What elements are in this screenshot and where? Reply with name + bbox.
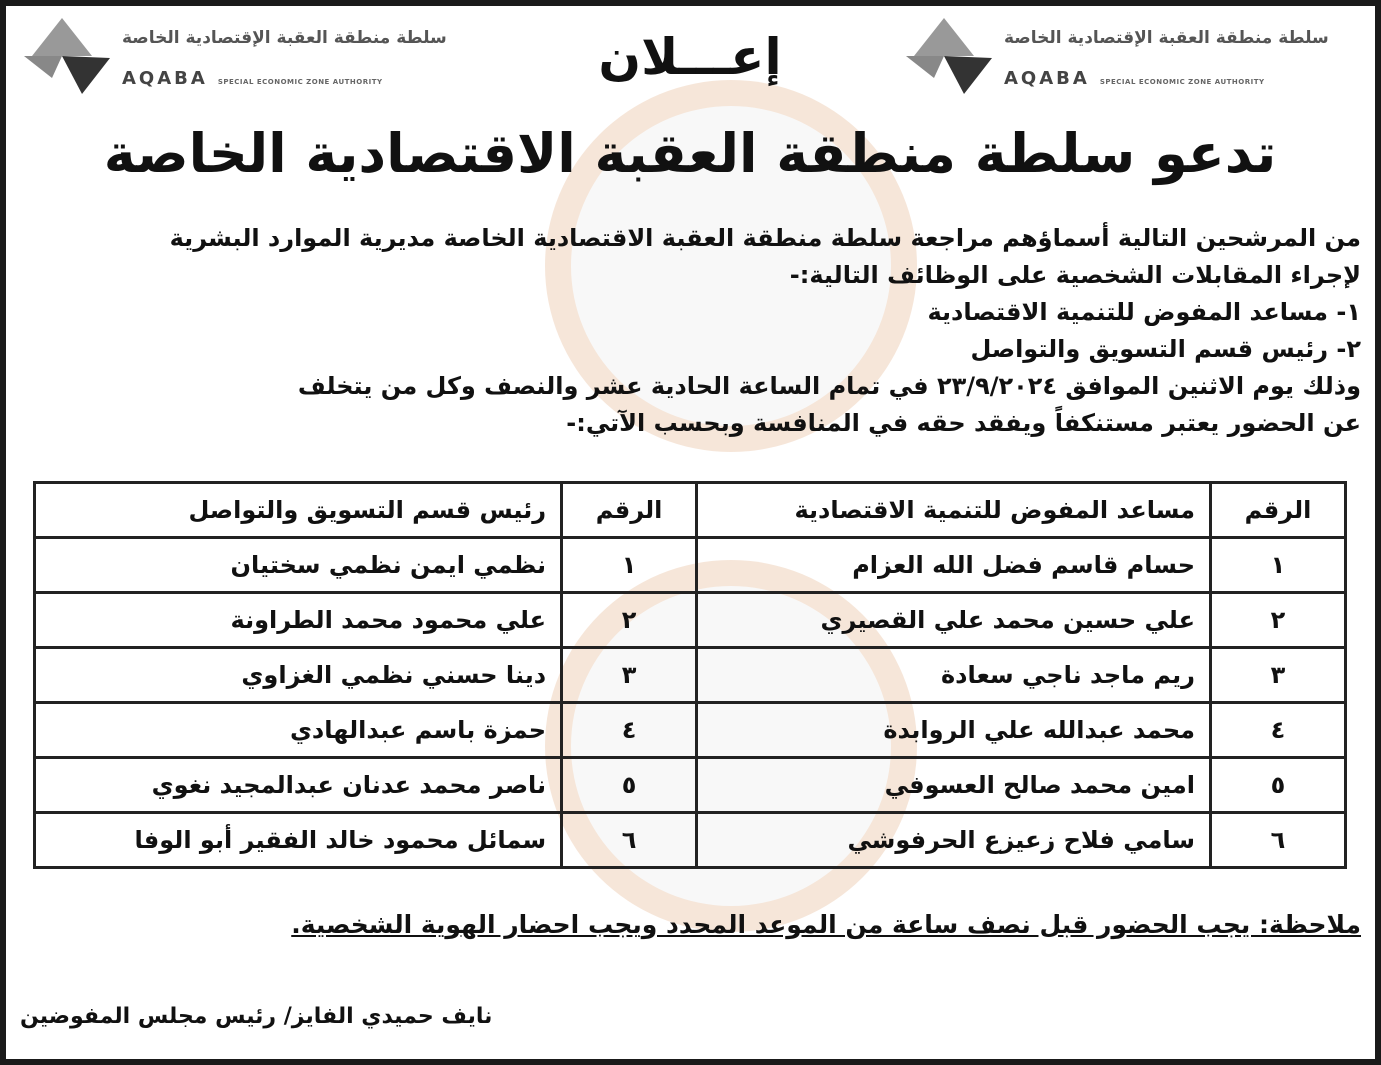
signature: نايف حميدي الفايز/ رئيس مجلس المفوضين xyxy=(20,1004,493,1029)
row-number: ٢ xyxy=(562,593,697,648)
candidate-name: علي حسين محمد علي القصيري xyxy=(697,593,1211,648)
candidate-name: دينا حسني نظمي الغزاوي xyxy=(35,648,562,703)
header-number: الرقم xyxy=(562,483,697,538)
announcement-body xyxy=(16,220,1361,442)
header-job-1: مساعد المفوض للتنمية الاقتصادية xyxy=(697,483,1211,538)
body-line: لإجراء المقابلات الشخصية على الوظائف التالية:- xyxy=(789,261,1361,289)
row-number: ٦ xyxy=(562,813,697,868)
table-row xyxy=(35,538,1346,593)
aqaba-logo-right: سلطة منطقة العقبة الإقتصادية الخاصة AQABA SPECIAL ECONOMIC ZONE AUTHORITY xyxy=(900,16,1360,96)
candidate-name: ريم ماجد ناجي سعادة xyxy=(697,648,1211,703)
note: ملاحظة: يجب الحضور قبل نصف ساعة من الموعد المحدد ويجب احضار الهوية الشخصية. xyxy=(291,910,1361,939)
candidate-name: محمد عبدالله علي الروابدة xyxy=(697,703,1211,758)
body-line: وذلك يوم الاثنين الموافق ٢٣/٩/٢٠٢٤ في تمام الساعة الحادية عشر والنصف وكل من يتخلف xyxy=(297,372,1361,400)
body-line: ٢- رئيس قسم التسويق والتواصل xyxy=(970,335,1361,363)
candidate-name: سمائل محمود خالد الفقير أبو الوفا xyxy=(35,813,562,868)
candidate-name: حمزة باسم عبدالهادي xyxy=(35,703,562,758)
row-number: ١ xyxy=(562,538,697,593)
table-row xyxy=(35,813,1346,868)
candidate-name: سامي فلاح زعيزع الحرفوشي xyxy=(697,813,1211,868)
row-number: ٤ xyxy=(562,703,697,758)
table-row xyxy=(35,593,1346,648)
candidate-name: علي محمود محمد الطراونة xyxy=(35,593,562,648)
header-number: الرقم xyxy=(1211,483,1346,538)
table-row xyxy=(35,648,1346,703)
row-number: ٣ xyxy=(562,648,697,703)
row-number: ٣ xyxy=(1211,648,1346,703)
aqaba-logo-icon xyxy=(22,16,112,96)
body-line: من المرشحين التالية أسماؤهم مراجعة سلطة منطقة العقبة الاقتصادية الخاصة مديرية الموارد البشرية xyxy=(169,224,1361,252)
row-number: ٢ xyxy=(1211,593,1346,648)
row-number: ٤ xyxy=(1211,703,1346,758)
aqaba-logo-icon xyxy=(904,16,994,96)
row-number: ٥ xyxy=(1211,758,1346,813)
table-row xyxy=(35,703,1346,758)
aqaba-logo-left: سلطة منطقة العقبة الإقتصادية الخاصة AQABA SPECIAL ECONOMIC ZONE AUTHORITY xyxy=(18,16,478,96)
table-header-row xyxy=(35,483,1346,538)
candidate-name: ناصر محمد عدنان عبدالمجيد نغوي xyxy=(35,758,562,813)
candidates-table xyxy=(33,481,1347,869)
body-line: ١- مساعد المفوض للتنمية الاقتصادية xyxy=(927,298,1361,326)
headline: تدعو سلطة منطقة العقبة الاقتصادية الخاصة xyxy=(103,122,1277,185)
header-job-2: رئيس قسم التسويق والتواصل xyxy=(35,483,562,538)
row-number: ٥ xyxy=(562,758,697,813)
candidate-name: نظمي ايمن نظمي سختيان xyxy=(35,538,562,593)
row-number: ٦ xyxy=(1211,813,1346,868)
body-line: عن الحضور يعتبر مستنكفاً ويفقد حقه في المنافسة وبحسب الآتي:- xyxy=(566,409,1361,437)
candidate-name: حسام قاسم فضل الله العزام xyxy=(697,538,1211,593)
candidate-name: امين محمد صالح العسوفي xyxy=(697,758,1211,813)
announcement-title: إعـــلان xyxy=(598,28,782,86)
row-number: ١ xyxy=(1211,538,1346,593)
table-row xyxy=(35,758,1346,813)
